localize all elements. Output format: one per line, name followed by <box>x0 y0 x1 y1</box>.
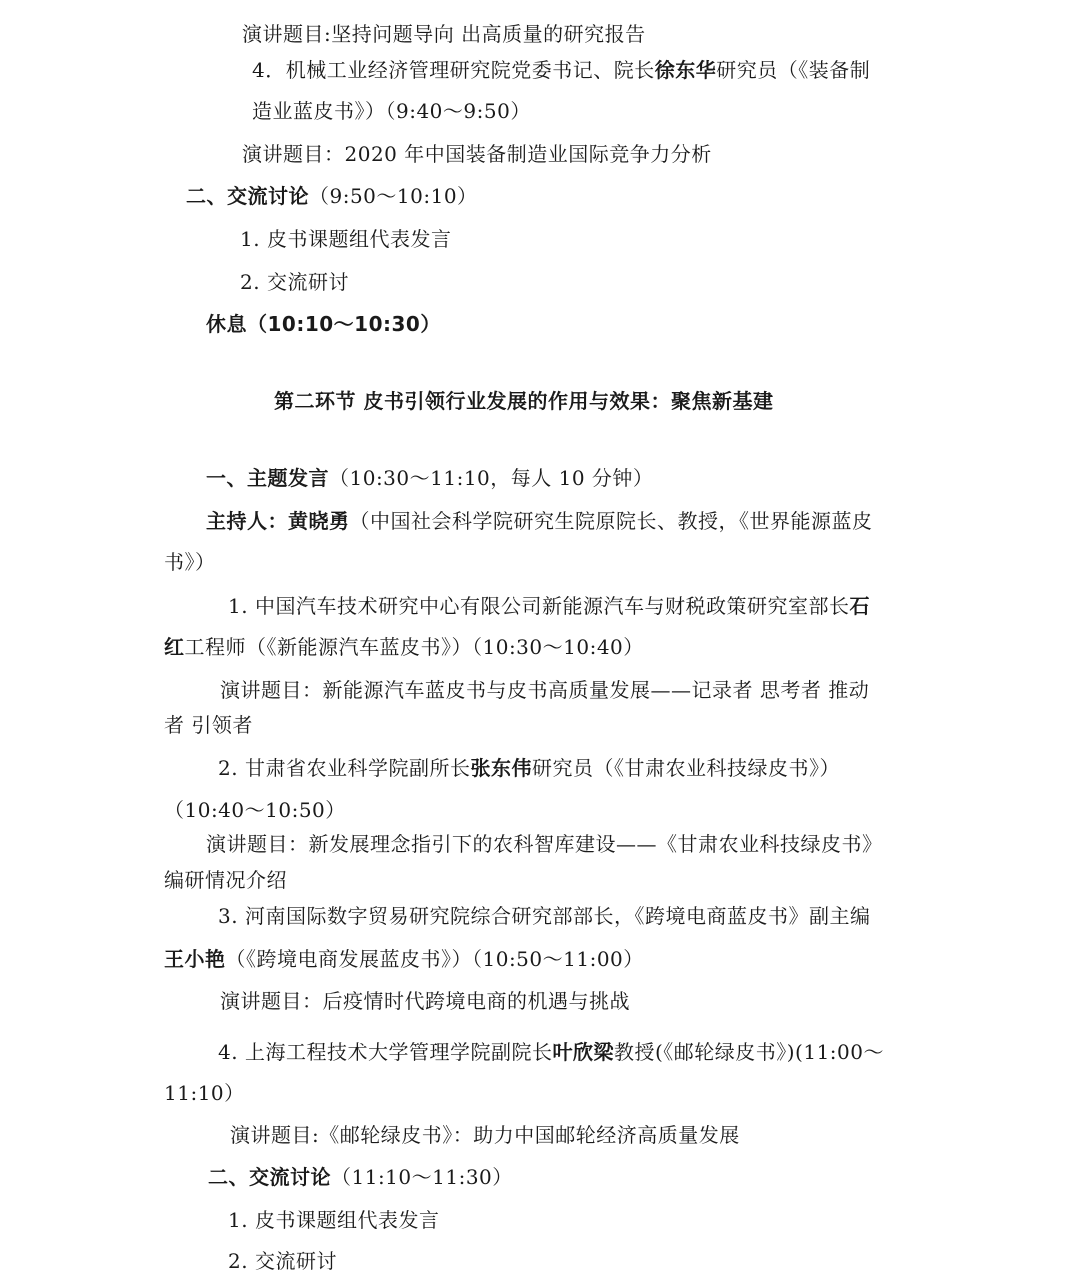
heading-label: 二、交流讨论 <box>186 184 309 208</box>
break-time: （10:10～10:30） <box>247 312 441 336</box>
keynote-heading <box>206 464 653 492</box>
speaker-name: 张东伟 <box>470 756 532 780</box>
list-item: 2. 交流研讨 <box>228 1249 337 1273</box>
topic-line: 演讲题目:《邮轮绿皮书》：助力中国邮轮经济高质量发展 <box>230 1123 740 1147</box>
speaker-1-line2 <box>164 633 644 661</box>
speaker-4-line <box>218 1038 884 1066</box>
speaker-affiliation: 2. 甘肃省农业科学院副所长 <box>218 756 471 780</box>
list-item: 1. 皮书课题组代表发言 <box>240 227 452 251</box>
host-line2: 书》） <box>164 550 216 574</box>
speaker-1-line <box>228 592 870 620</box>
speaker-affiliation: 4．机械工业经济管理研究院党委书记、院长 <box>252 58 655 82</box>
host-desc: （中国社会科学院研究生院原院长、教授，《世界能源蓝皮 <box>349 509 873 533</box>
topic-line: 演讲题目：后疫情时代跨境电商的机遇与挑战 <box>220 989 630 1013</box>
speaker-name: 叶欣梁 <box>552 1040 614 1064</box>
topic-line: 演讲题目:坚持问题导向 出高质量的研究报告 <box>242 22 646 46</box>
speaker-title: （《跨境电商发展蓝皮书》）（10:50～11:00） <box>225 947 644 971</box>
host-label: 主持人： <box>206 509 288 533</box>
speaker-3-line: 3. 河南国际数字贸易研究院综合研究部部长，《跨境电商蓝皮书》副主编 <box>218 904 871 928</box>
topic-line2: 编研情况介绍 <box>164 868 287 892</box>
list-item: 2. 交流研讨 <box>240 270 349 294</box>
heading-time: （11:10～11:30） <box>331 1165 513 1189</box>
speaker-affiliation: 4. 上海工程技术大学管理学院副院长 <box>218 1040 553 1064</box>
topic-line2: 者 引领者 <box>164 713 253 737</box>
topic-line: 演讲题目：新能源汽车蓝皮书与皮书高质量发展——记录者 思考者 推动 <box>220 678 870 702</box>
speaker-affiliation: 1. 中国汽车技术研究中心有限公司新能源汽车与财税政策研究室部长 <box>228 594 850 618</box>
host-line <box>206 507 873 535</box>
heading-time: （9:50～10:10） <box>309 184 478 208</box>
speaker-title: 研究员（《甘肃农业科技绿皮书》） <box>531 756 840 780</box>
speaker-name: 石 <box>849 594 870 618</box>
speaker-title: 教授(《邮轮绿皮书》)(11:00～ <box>613 1040 884 1064</box>
speaker-title: 研究员（《装备制 <box>716 58 871 82</box>
heading-time: （10:30～11:10，每人 10 分钟） <box>329 466 654 490</box>
heading-label: 二、交流讨论 <box>208 1165 331 1189</box>
speaker-4-time: 11:10） <box>164 1081 245 1105</box>
speaker-2-line <box>218 754 840 782</box>
speaker-name: 红 <box>164 635 185 659</box>
topic-line: 演讲题目：新发展理念指引下的农科智库建设——《甘肃农业科技绿皮书》 <box>206 832 883 856</box>
discussion-heading <box>208 1163 513 1191</box>
speaker-title: 工程师（《新能源汽车蓝皮书》）（10:30～10:40） <box>184 635 644 659</box>
speaker-4-line <box>252 56 870 84</box>
discussion-heading <box>186 182 478 210</box>
break-label: 休息 <box>206 312 247 336</box>
break-line <box>206 310 441 338</box>
speaker-2-time: （10:40～10:50） <box>164 798 346 822</box>
section-title: 第二环节 皮书引领行业发展的作用与效果：聚焦新基建 <box>274 389 774 413</box>
speaker-3-line2 <box>164 945 644 973</box>
speaker-name: 王小艳 <box>164 947 226 971</box>
list-item: 1. 皮书课题组代表发言 <box>228 1208 440 1232</box>
host-name: 黄晓勇 <box>288 509 350 533</box>
speaker-4-line2: 造业蓝皮书》）（9:40～9:50） <box>252 99 531 123</box>
topic-line: 演讲题目：2020 年中国装备制造业国际竞争力分析 <box>242 142 712 166</box>
heading-label: 一、主题发言 <box>206 466 329 490</box>
speaker-name: 徐东华 <box>654 58 717 82</box>
